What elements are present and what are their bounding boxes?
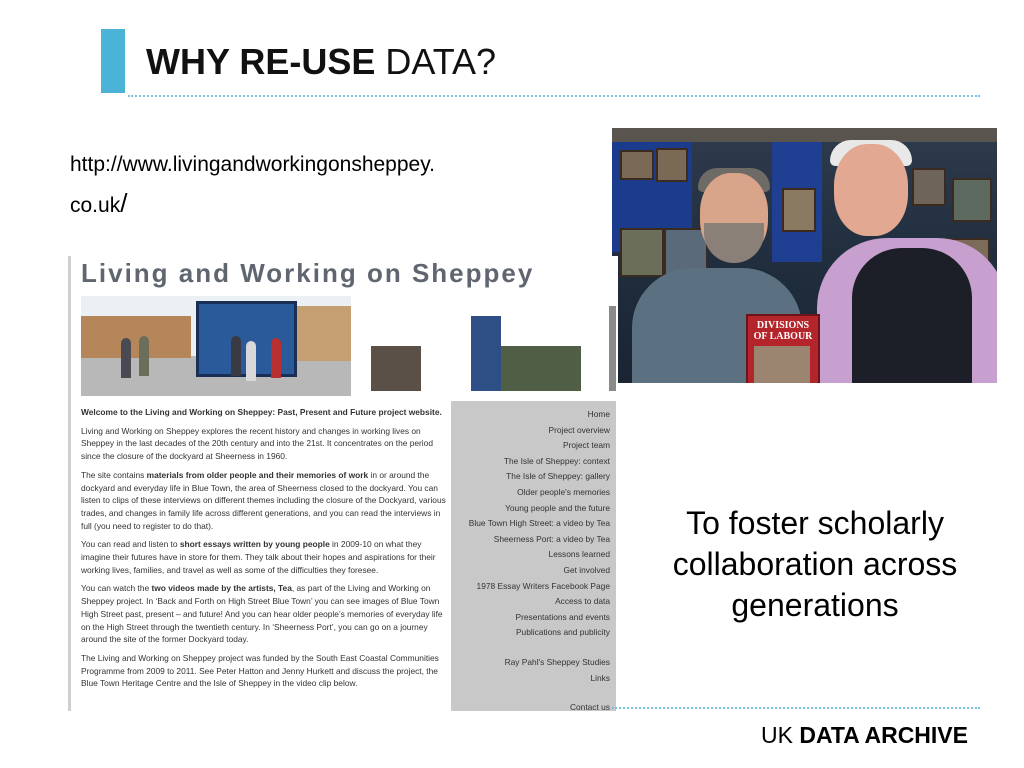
website-main-text [81, 406, 446, 696]
caption-line-3: generations [731, 587, 899, 623]
nav-item-gallery[interactable]: The Isle of Sheppey: gallery [506, 471, 610, 482]
title-light: DATA? [385, 41, 497, 82]
nav-item-older-memories[interactable]: Older people's memories [517, 486, 610, 497]
nav-item-project-overview[interactable]: Project overview [548, 424, 610, 435]
top-dotted-divider [128, 95, 980, 97]
people-photo [612, 128, 997, 383]
link-older-people-memories[interactable]: materials from older people and their memories of work [146, 469, 369, 480]
website-paragraph-4: You can watch the two videos made by the artists, Tea, as part of the Living and Working on Sheppey project. In ‘Back and Forth on High Street Blue Town’ you can see images of Blue Town High Street past, present – and future! And you can hear older people’s memories of everyday life on the High Street through the twentieth century. In ‘Sheerness Port’, you can go on a journey around the site of the former Dockyard today. [81, 583, 443, 645]
nav-item-home[interactable]: Home [587, 409, 610, 419]
title-bold: WHY RE-USE [146, 41, 376, 82]
caption-line-1: To foster scholarly [686, 505, 944, 541]
title-accent-bar [101, 29, 125, 93]
website-paragraph-1: Living and Working on Sheppey explores the recent history and changes in working lives on Sheppey in the last decades of the 20th century and into the 21st. It concentrates on the period since the closure of the dockyard at Sheerness in 1960. [81, 425, 433, 462]
website-header: Living and Working on Sheppey [81, 258, 535, 288]
nav-item-facebook[interactable]: 1978 Essay Writers Facebook Page [476, 580, 610, 591]
website-url[interactable] [70, 146, 435, 225]
nav-item-blue-town-video[interactable]: Blue Town High Street: a video by Tea [468, 518, 610, 529]
website-nav-sidebar [451, 401, 616, 711]
website-paragraph-3: You can read and listen to short essays written by young people in 2009-10 on what they imagine their futures have in store for them. They talk about their hopes and aspirations for their working lives, families, and travel as well as some of the difficulties they foresee. [81, 539, 436, 575]
bottom-dotted-divider [612, 707, 980, 709]
nav-item-pahl-studies[interactable]: Ray Pahl's Sheppey Studies [504, 656, 610, 667]
website-banner-image [81, 296, 616, 396]
website-paragraph-2: The site contains materials from older people and their memories of work in or around the dockyard and everyday life in Blue Town, the area of Sheerness closed to the dockyard. You can listen to clips of these interviews on different themes including the closure of the Dockyard, various trades, and changes in family life across different generations, and you can read the interviews in full (you need to register to do that). [81, 469, 446, 531]
website-paragraph-5: The Living and Working on Sheppey project was funded by the South East Coastal Communities Programme from 2009 to 2011. See Peter Hatton and Jenny Hurkett and discuss the project, the Blue Town Heritage Centre and the Isle of Sheppey in the video clip below. [81, 652, 439, 689]
nav-item-links[interactable]: Links [590, 672, 610, 683]
url-slash: / [120, 188, 128, 218]
website-intro: Welcome to the Living and Working on Sheppey: Past, Present and Future project website. [81, 407, 442, 417]
url-line-2-text: co.uk [70, 194, 121, 217]
nav-item-young-people[interactable]: Young people and the future [505, 502, 610, 513]
nav-item-presentations[interactable]: Presentations and events [515, 611, 610, 622]
link-two-videos[interactable]: two videos made by the artists, Tea [151, 583, 292, 594]
nav-item-get-involved[interactable]: Get involved [563, 564, 610, 575]
link-short-essays[interactable]: short essays written by young people [179, 539, 330, 550]
footer-logo [761, 722, 968, 749]
nav-item-project-team[interactable]: Project team [562, 440, 610, 451]
website-screenshot [68, 256, 618, 711]
url-line-1: http://www.livingandworkingonsheppey. [70, 153, 435, 176]
nav-item-access-data[interactable]: Access to data [555, 596, 610, 607]
nav-item-lessons-learned[interactable]: Lessons learned [548, 549, 610, 560]
nav-item-sheerness-video[interactable]: Sheerness Port: a video by Tea [493, 533, 610, 544]
slide-caption [640, 503, 990, 626]
nav-item-context[interactable]: The Isle of Sheppey: context [503, 455, 610, 466]
footer-uk: UK [760, 722, 793, 748]
footer-data-archive: DATA ARCHIVE [799, 722, 968, 748]
caption-line-2: collaboration across [672, 546, 958, 582]
nav-item-publications[interactable]: Publications and publicity [515, 627, 610, 638]
book-title: DIVISIONS OF LABOUR [753, 320, 813, 342]
book-divisions-of-labour [746, 314, 820, 383]
slide-title [146, 40, 496, 84]
nav-item-contact[interactable]: Contact us [569, 702, 610, 711]
url-line-2 [70, 184, 435, 225]
